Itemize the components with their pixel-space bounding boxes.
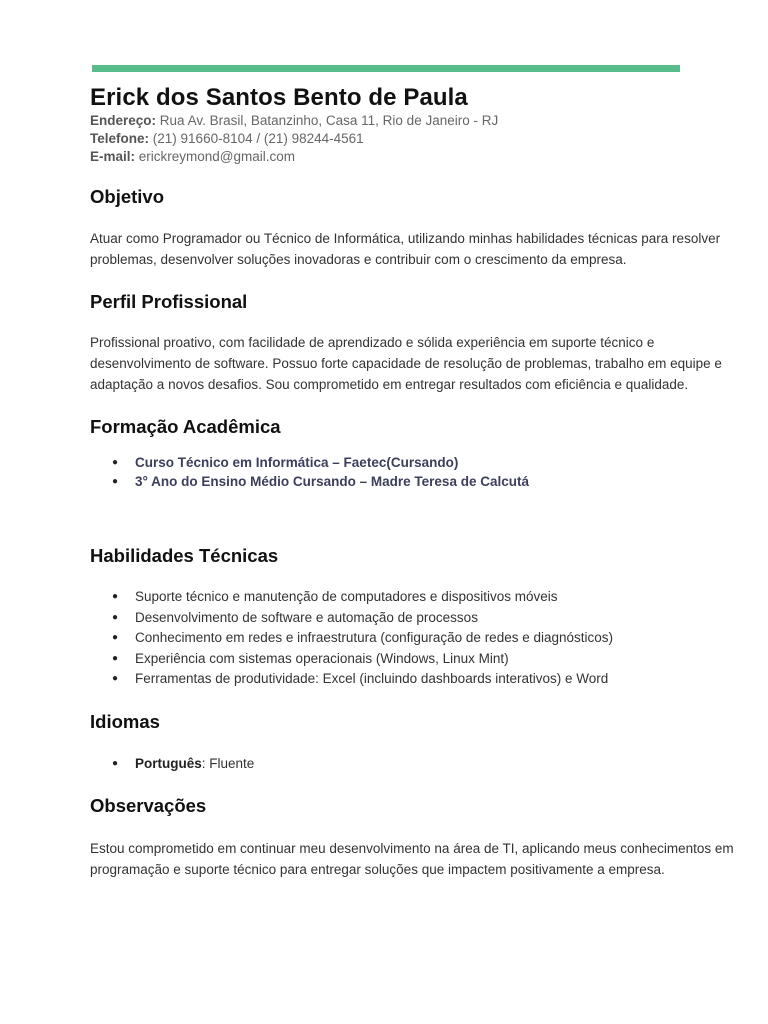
language-level: : Fluente [201,756,255,771]
list-item: ● Suporte técnico e manutenção de computadores e dispositivos móveis [90,587,613,608]
observacoes-text: Estou comprometido em continuar meu desenvolvimento na área de TI, aplicando meus conhecimentos em programação e suporte técnico para entregar soluções que impactem positivamente a empresa. [90,841,734,877]
address-label: Endereço: [90,113,157,128]
phone-line [90,131,364,146]
formacao-list [90,454,529,491]
candidate-name: Erick dos Santos Bento de Paula [90,84,468,111]
list-item: ● Ferramentas de produtividade: Excel (incluindo dashboards interativos) e Word [90,669,613,690]
list-item [90,754,254,775]
perfil-text: Profissional proativo, com facilidade de aprendizado e sólida experiência em suporte técnico e desenvolvimento de software. Possuo forte capacidade de resolução de problemas, trabalho em equipe e adaptação a novos desafios. Sou comprometido em entregar resultados com eficiência e qualidade. [90,335,722,392]
email-label: E-mail: [90,149,136,164]
phone-value: (21) 91660-8104 / (21) 98244-4561 [152,131,364,146]
accent-bar [92,65,680,72]
list-item: ● Conhecimento em redes e infraestrutura (configuração de redes e diagnósticos) [90,628,613,649]
list-item: ● Experiência com sistemas operacionais (Windows, Linux Mint) [90,649,613,670]
perfil-heading: Perfil Profissional [90,291,248,312]
objetivo-text: Atuar como Programador ou Técnico de Informática, utilizando minhas habilidades técnicas para resolver problemas, desenvolver soluções inovadoras e contribuir com o crescimento da empresa. [90,231,721,267]
address-line [90,113,498,128]
observacoes-heading: Observações [90,795,207,816]
idiomas-list [90,754,254,775]
list-item: ● Desenvolvimento de software e automação de processos [90,608,613,629]
language-name: Português [135,756,202,771]
email-value: erickreymond@gmail.com [138,149,296,164]
list-item: ● 3° Ano do Ensino Médio Cursando – Madre Teresa de Calcutá [90,473,529,492]
objetivo-heading: Objetivo [90,186,165,207]
idiomas-heading: Idiomas [90,711,160,732]
habilidades-heading: Habilidades Técnicas [90,545,279,566]
list-item: ● Curso Técnico em Informática – Faetec(Cursando) [90,454,529,473]
address-value: Rua Av. Brasil, Batanzinho, Casa 11, Rio de Janeiro - RJ [159,113,499,128]
habilidades-list [90,587,613,690]
email-line [90,149,295,164]
phone-label: Telefone: [90,131,150,146]
formacao-heading: Formação Acadêmica [90,416,281,437]
